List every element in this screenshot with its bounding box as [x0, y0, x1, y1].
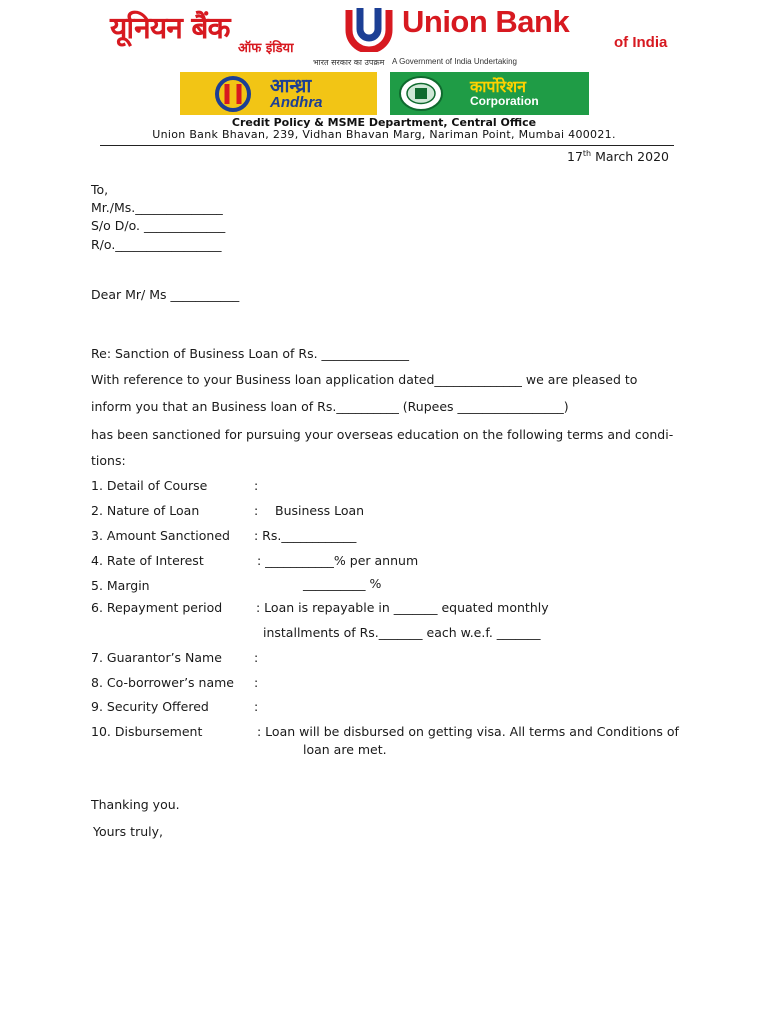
- department-line: Credit Policy & MSME Department, Central Office: [231, 116, 537, 129]
- brand-english-sub: of India: [614, 34, 668, 51]
- term-label: 9. Security Offered: [91, 699, 209, 714]
- term-value: : Loan is repayable in _______ equated monthly: [256, 600, 549, 615]
- corporation-hindi: कार्पोरेशन: [470, 77, 526, 96]
- term-label: 4. Rate of Interest: [91, 553, 204, 568]
- subject-line: Re: Sanction of Business Loan of Rs. ______________: [91, 346, 410, 361]
- term-label: 6. Repayment period: [91, 600, 223, 615]
- term-separator: :: [254, 650, 259, 665]
- residence-line: R/o._________________: [91, 237, 222, 252]
- term-label: 3. Amount Sanctioned: [91, 528, 230, 543]
- term-value: Business Loan: [275, 503, 365, 518]
- term-value: __________ %: [303, 576, 382, 591]
- term-separator: :: [254, 478, 259, 493]
- term-value: : ___________% per annum: [257, 553, 419, 568]
- corporation-english: Corporation: [470, 94, 539, 108]
- brand-english: Union Bank: [402, 4, 570, 39]
- recipient-name-line: Mr./Ms.______________: [91, 200, 223, 215]
- term-value-continued: installments of Rs._______ each w.e.f. _______: [263, 625, 541, 640]
- brand-hindi: यूनियन बैंक: [110, 11, 230, 46]
- term-label: 7. Guarantor’s Name: [91, 650, 222, 665]
- closing-signoff: Yours truly,: [93, 824, 163, 839]
- letter-date: 17th March 2020: [567, 149, 669, 165]
- salutation: Dear Mr/ Ms ___________: [91, 287, 240, 302]
- andhra-english: Andhra: [270, 94, 323, 111]
- term-label: 1. Detail of Course: [91, 478, 208, 493]
- andhra-hindi: आन्ध्रा: [270, 75, 312, 97]
- brand-hindi-sub: ऑफ इंडिया: [238, 41, 294, 56]
- term-value-continued: loan are met.: [303, 742, 387, 757]
- closing-thanks: Thanking you.: [91, 797, 180, 812]
- term-value: : Loan will be disbursed on getting visa. All terms and Conditions of: [257, 724, 679, 739]
- tagline-english: A Government of India Undertaking: [392, 57, 517, 66]
- corporation-emblem-icon: [398, 75, 444, 112]
- body-line: With reference to your Business loan application dated______________ we are pleased to: [91, 372, 638, 387]
- term-value: : Rs.____________: [254, 528, 357, 543]
- term-separator: :: [254, 503, 259, 518]
- union-bank-logo-icon: [343, 4, 395, 52]
- to-line: To,: [91, 182, 109, 197]
- header-divider: [100, 145, 674, 146]
- andhra-logo-icon: [213, 76, 253, 112]
- office-address: Union Bank Bhavan, 239, Vidhan Bhavan Marg, Nariman Point, Mumbai 400021.: [152, 128, 616, 141]
- term-label: 8. Co-borrower’s name: [91, 675, 234, 690]
- body-line: tions:: [91, 453, 126, 468]
- term-label: 5. Margin: [91, 578, 150, 593]
- body-line: has been sanctioned for pursuing your overseas education on the following terms and condi-: [91, 427, 674, 442]
- parent-name-line: S/o D/o. _____________: [91, 218, 226, 233]
- term-label: 10. Disbursement: [91, 724, 203, 739]
- term-separator: :: [254, 675, 259, 690]
- term-label: 2. Nature of Loan: [91, 503, 200, 518]
- body-line: inform you that an Business loan of Rs.__________ (Rupees _________________): [91, 399, 569, 414]
- term-separator: :: [254, 699, 259, 714]
- tagline-hindi: भारत सरकार का उपक्रम: [313, 58, 385, 67]
